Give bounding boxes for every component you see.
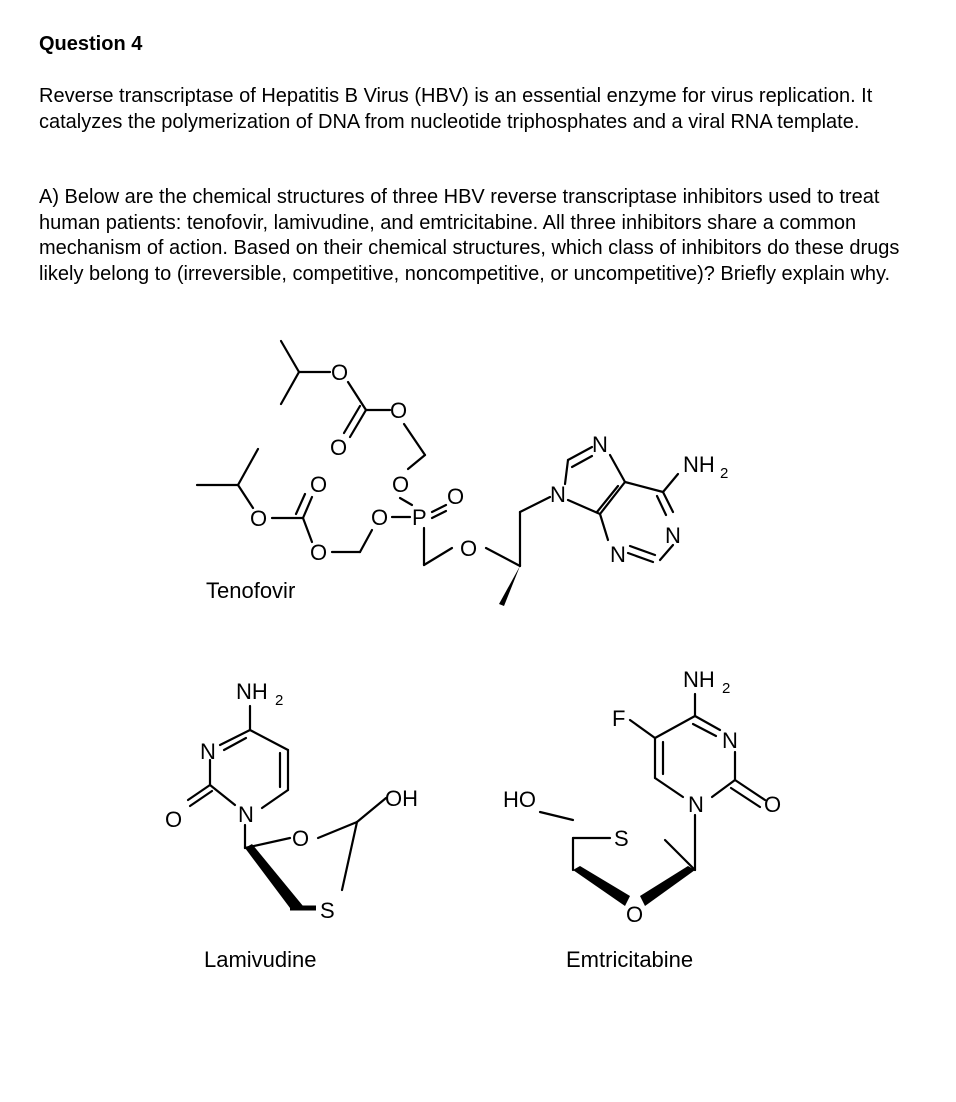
svg-text:O: O: [447, 484, 465, 509]
tenofovir-atom-labels: [250, 360, 728, 567]
svg-text:N: N: [610, 542, 626, 567]
svg-text:O: O: [371, 505, 389, 530]
svg-text:N: N: [238, 802, 254, 827]
lamivudine-structure: [188, 706, 386, 890]
svg-text:O: O: [460, 536, 478, 561]
svg-text:O: O: [392, 472, 410, 497]
emtricitabine-wedge-left: [573, 866, 630, 906]
lamivudine-wedge: [245, 844, 303, 908]
svg-text:S: S: [320, 898, 335, 923]
svg-text:N: N: [688, 792, 704, 817]
svg-text:O: O: [250, 506, 268, 531]
svg-text:O: O: [764, 792, 782, 817]
svg-text:N: N: [722, 728, 738, 753]
svg-text:O: O: [331, 360, 349, 385]
question-title: Question 4: [39, 33, 143, 55]
lamivudine-atom-labels: [165, 679, 418, 923]
svg-text:F: F: [612, 706, 626, 731]
svg-text:OH: OH: [385, 786, 418, 811]
svg-text:HO: HO: [503, 787, 536, 812]
svg-text:N: N: [550, 482, 566, 507]
svg-text:2: 2: [722, 680, 731, 697]
svg-text:2: 2: [720, 465, 729, 482]
svg-text:O: O: [330, 435, 348, 460]
lamivudine-label: Lamivudine: [204, 947, 317, 972]
tenofovir-structure: [197, 341, 678, 606]
emtricitabine-structure: [540, 694, 765, 870]
svg-text:NH: NH: [236, 679, 268, 704]
svg-text:P: P: [412, 505, 427, 530]
emtricitabine-label: Emtricitabine: [566, 947, 694, 972]
svg-text:2: 2: [275, 692, 284, 709]
emtricitabine-wedge-right: [640, 866, 695, 906]
svg-text:O: O: [165, 807, 183, 832]
svg-text:NH: NH: [683, 452, 715, 477]
svg-text:O: O: [626, 902, 644, 927]
svg-text:O: O: [310, 472, 328, 497]
svg-text:O: O: [390, 398, 408, 423]
svg-text:N: N: [200, 739, 216, 764]
question-part-a: A) Below are the chemical structures of three HBV reverse transcriptase inhibitors used to treat human patients: tenofovir, lamivudine, and emtricitabine. All three inhibitors share a common mechanism of action. Based on their chemical structures, which class of inhibitors do these drugs likely belong to (irreversible, competitive, noncompetitive, or uncompetitive)? Briefly explain why.: [39, 186, 900, 285]
emtricitabine-atom-labels: [503, 667, 781, 927]
svg-text:N: N: [592, 432, 608, 457]
tenofovir-label: Tenofovir: [206, 578, 296, 603]
svg-text:S: S: [614, 826, 629, 851]
svg-text:NH: NH: [683, 667, 715, 692]
question-intro: Reverse transcriptase of Hepatitis B Virus (HBV) is an essential enzyme for virus replication. It catalyzes the polymerization of DNA from nucleotide triphosphates and a viral RNA template.: [39, 85, 873, 133]
svg-text:O: O: [310, 540, 328, 565]
svg-text:O: O: [292, 826, 310, 851]
svg-text:N: N: [665, 523, 681, 548]
